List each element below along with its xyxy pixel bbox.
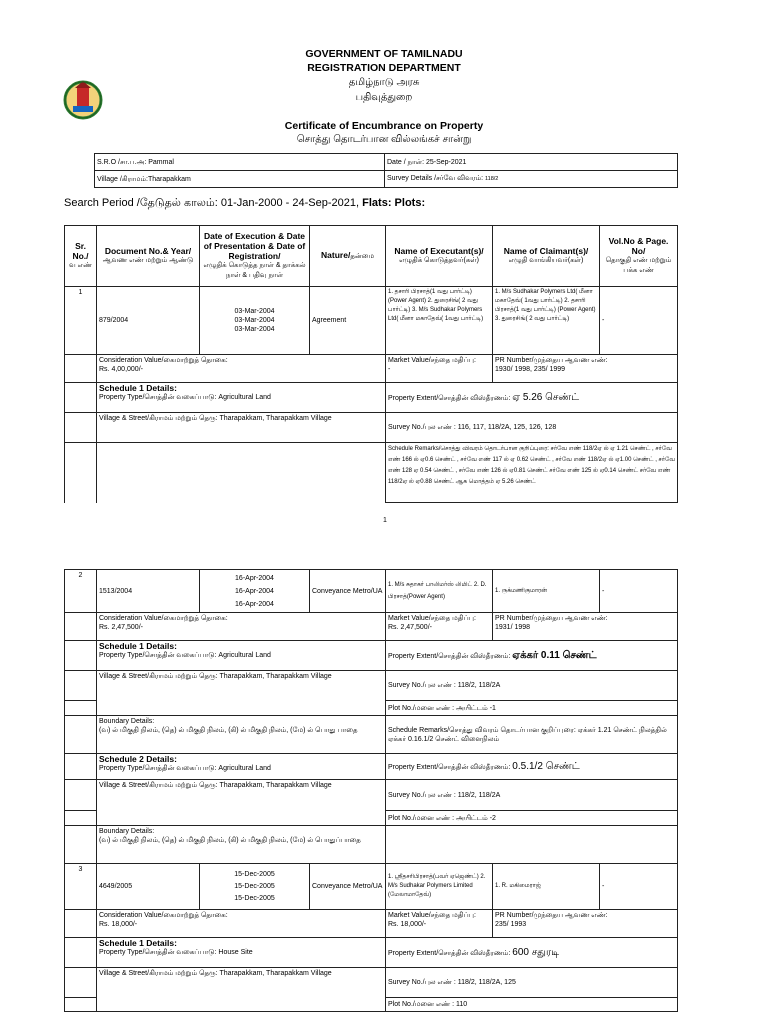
entry3-executants: 1. ஸ்ரீதசரிபிரசாத்(பவர் ஏஜெண்ட்) 2. M/s Sudhakar Polymers Limited (மேலாமாதேவ்) (386, 864, 493, 910)
table-row (65, 383, 678, 413)
entry3-volume: - (600, 864, 678, 910)
entry2-s1-extent: Property Extent/சொத்தின் விஸ்தீரணம்: ஏக்கர் 0.11 செண்ட் (386, 641, 678, 671)
survey-details-label: Survey Details /சர்வே விவரம்: (387, 175, 484, 182)
entry1-extent: Property Extent/சொத்தின் விஸ்தீரணம்: ஏ 5.26 செண்ட் (386, 383, 678, 413)
entry2-executants: 1. M/s சுதாகர் பாலிமர்ஸ் லிமிட் 2. D. பிரசாத்(Power Agent) (386, 570, 493, 613)
entry3-dates: 15-Dec-2005 15-Dec-2005 15-Dec-2005 (200, 864, 310, 910)
header-department-tamil: பதிவுத்துறை (355, 92, 413, 103)
entry2-schedule2: Schedule 2 Details: Property Type/சொத்தின் வகைப்பாடு: Agricultural Land (97, 754, 386, 780)
entry2-s2-plot: Plot No./மனை எண் : அயிட்டம் -2 (386, 811, 678, 826)
entry2-document: 1513/2004 (97, 570, 200, 613)
entry1-remarks: Schedule Remarks/சொத்து விவரம் தொடர்பான குறிப்புரை: சர்வே எண் 118/2ஏ ல் ஏ 1.21 செண்ட் , சர்வே எண் 166 ல் ஏ0.6 செண்ட் , சர்வே எண் 117 ல் ஏ 0.62 செண்ட் , சர்வே எண் 118/2ஏ ல் ஏ1.00 செண்ட் , சர்வே எண் 128 ஏ 0.54 செண்ட் , சர்வே எண் 126 ல் ஏ0.81 செண்ட் சர்வே எண் 125 ல் ஏ0.14 செண்ட் சர்வே எண் 118/2ஏ ல் ஏ0.88 செண்ட் ஆக மொத்தம் ஏ 5.26 செண்ட் (386, 443, 678, 503)
entry2-s2-survey: Survey No./புல எண் : 118/2, 118/2A (386, 780, 678, 811)
entry2-s2-boundary: Boundary Details: (வ) ல் மிகுதி நிலம், (தெ) ல் மிகுதி நிலம், (கி) ல் மிகுதி நிலம், (மே) ல் பொதுப்பாதை (97, 826, 386, 864)
survey-details-value: 118/2 (484, 176, 499, 182)
office-info-table (94, 153, 678, 188)
date-cell: Date / நாள்: 25-Sep-2021 (385, 154, 678, 171)
table-row (65, 355, 678, 383)
page-number: 1 (383, 517, 387, 524)
entry1-consideration: Consideration Value/கைமாற்றுத் தொகை: Rs. 4,00,000/- (97, 355, 386, 383)
entry1-nature: Agreement (310, 287, 386, 355)
entry1-dates: 03-Mar-2004 03-Mar-2004 03-Mar-2004 (200, 287, 310, 355)
document-header (0, 47, 768, 147)
entry1-claimants: 1. M/s Sudhakar Polymers Ltd( மீனா மகாதேவ்( 1வது பார்ட்டி) 2. தசாரி பிரசாத்(1 வது பார்ட்டி) (Power Agent) 3. துரைசிங்( 2 வது பார்ட்டி) (493, 287, 600, 355)
table-row (65, 641, 678, 671)
col-document: Document No.& Year/ ஆவண எண் மற்றும் ஆண்டு (97, 226, 200, 287)
entry2-claimants: 1. ருக்மணிகுமாரன் (493, 570, 600, 613)
table-row (65, 570, 678, 613)
entry1-executants: 1. தசாரி பிரசாத்(1 வது பார்ட்டி) (Power Agent) 2. துரைசிங்( 2 வது பார்ட்டி) 3. M/s Sudhakar Polymers Ltd( மீனா மகாதேவ்( 1வது பார்ட்டி) (386, 287, 493, 355)
entry3-s1-village: Village & Street/கிராமம் மற்றும் தெரு: Tharapakkam, Tharapakkam Village (97, 968, 386, 1012)
entry3-consideration: Consideration Value/கைமாற்றுத் தொகை: Rs. 18,000/- (97, 910, 386, 938)
header-government: GOVERNMENT OF TAMILNADU (305, 48, 463, 60)
table-row (65, 864, 678, 910)
entry3-schedule1: Schedule 1 Details: Property Type/சொத்தின் வகைப்பாடு: House Site (97, 938, 386, 968)
entry3-pr: PR Number/முந்தைய ஆவண எண்: 235/ 1993 (493, 910, 678, 938)
entry3-claimants: 1. R. மகிமைராஜ் (493, 864, 600, 910)
col-sr: Sr. No./ வ எண் (65, 226, 97, 287)
table-row (65, 287, 678, 355)
col-executants: Name of Executant(s)/ எழுதிக் கொடுத்தவர்(கள்) (386, 226, 493, 287)
entry2-schedule1: Schedule 1 Details: Property Type/சொத்தின் வகைப்பாடு: Agricultural Land (97, 641, 386, 671)
entry2-s1-remarks: Schedule Remarks/சொத்து விவரம் தொடர்பான குறிப்புரை: ஏக்கர் 1.21 செண்ட் நிலத்தில் ஏக்கர் 0.16.1/2 செண்ட் விளைநிலம் (386, 716, 678, 754)
entry3-nature: Conveyance Metro/UA (310, 864, 386, 910)
survey-details-cell (385, 171, 678, 188)
search-period-range: 01-Jan-2000 - 24-Sep-2021, (220, 197, 360, 209)
table-row (65, 938, 678, 968)
entry1-village-street: Village & Street/கிராமம் மற்றும் தெரு: Tharapakkam, Tharapakkam Village (97, 413, 386, 443)
entry3-s1-extent: Property Extent/சொத்தின் விஸ்தீரணம்: 600 சதுரடி (386, 938, 678, 968)
entry1-sr: 1 (65, 287, 97, 355)
entry1-survey: Survey No./புல எண் : 116, 117, 118/2A, 125, 126, 128 (386, 413, 678, 443)
encumbrance-table-page2 (64, 569, 678, 1012)
entry2-s1-village: Village & Street/கிராமம் மற்றும் தெரு: Tharapakkam, Tharapakkam Village (97, 671, 386, 716)
table-row (65, 613, 678, 641)
entry3-document: 4649/2005 (97, 864, 200, 910)
entry2-s1-boundary: Boundary Details: (வ) ல் மிகுதி நிலம், (தெ) ல் மிகுதி நிலம், (கி) ல் மிகுதி நிலம், (மே) ல் பொது பாதை (97, 716, 386, 754)
table-row (65, 780, 678, 811)
entry2-s1-plot: Plot No./மனை எண் : அயிட்டம் -1 (386, 701, 678, 716)
table-row (65, 443, 678, 503)
entry2-s2-extent: Property Extent/சொத்தின் விஸ்தீரணம்: 0.5.1/2 செண்ட் (386, 754, 678, 780)
certificate-title-tamil: சொத்து தொடர்பான வில்லங்கச் சான்று (296, 134, 472, 145)
header-government-tamil: தமிழ்நாடு அரசு (348, 77, 420, 88)
entry2-consideration: Consideration Value/கைமாற்றுத் தொகை: Rs. 2,47,500/- (97, 613, 386, 641)
entry2-dates: 16-Apr-2004 16-Apr-2004 16-Apr-2004 (200, 570, 310, 613)
table-row (65, 754, 678, 780)
col-claimants: Name of Claimant(s)/ எழுதி வாங்கியவர்(கள்) (493, 226, 600, 287)
table-row (65, 671, 678, 701)
encumbrance-table-page1 (64, 225, 678, 503)
entry1-market: Market Value/சந்தை மதிப்பு: - (386, 355, 493, 383)
entry2-volume: - (600, 570, 678, 613)
flats-label: Flats: (362, 197, 392, 209)
sro-cell: S.R.O /சா.ப.அ: Pammal (95, 154, 385, 171)
entry3-sr: 3 (65, 864, 97, 910)
entry1-volume: - (600, 287, 678, 355)
entry2-s1-survey: Survey No./புல எண் : 118/2, 118/2A (386, 671, 678, 701)
entry1-schedule: Schedule 1 Details: Property Type/சொத்தின் வகைப்பாடு: Agricultural Land (97, 383, 386, 413)
table-row (65, 968, 678, 998)
plots-label: Plots: (394, 197, 426, 209)
table-row (65, 413, 678, 443)
tamilnadu-emblem-icon (63, 78, 103, 124)
entry2-sr: 2 (65, 570, 97, 613)
entry3-s1-survey: Survey No./புல எண் : 118/2, 118/2A, 125 (386, 968, 678, 998)
entry1-pr: PR Number/முந்தைய ஆவண எண்: 1930/ 1998, 235/ 1999 (493, 355, 678, 383)
entry3-market: Market Value/சந்தை மதிப்பு: Rs. 18,000/- (386, 910, 493, 938)
search-period (64, 197, 425, 211)
entry1-document: 879/2004 (97, 287, 200, 355)
village-cell: Village /கிராமம்:Tharapakkam (95, 171, 385, 188)
header-department: REGISTRATION DEPARTMENT (307, 62, 461, 74)
table-row (65, 826, 678, 864)
entry2-market: Market Value/சந்தை மதிப்பு: Rs. 2,47,500/- (386, 613, 493, 641)
entry3-s1-plot: Plot No./மனை எண் : 110 (386, 998, 678, 1012)
col-volume: Vol.No & Page. No/ தொகுதி எண் மற்றும் பக்க எண் (600, 226, 678, 287)
entry2-s2-village: Village & Street/கிராமம் மற்றும் தெரு: Tharapakkam, Tharapakkam Village (97, 780, 386, 826)
entry2-pr: PR Number/முந்தைய ஆவண எண்: 1931/ 1998 (493, 613, 678, 641)
table-row (65, 716, 678, 754)
col-dates: Date of Execution & Date of Presentation & Date of Registration/ எழுதிக் கொடுத்த நாள் & தாக்கல் நாள் & பதிவு நாள் (200, 226, 310, 287)
table-row (65, 910, 678, 938)
col-nature: Nature/தன்மை (310, 226, 386, 287)
certificate-title: Certificate of Encumbrance on Property (284, 120, 484, 132)
entry2-nature: Conveyance Metro/UA (310, 570, 386, 613)
search-period-label: Search Period /தேடுதல் காலம்: (64, 197, 218, 209)
column-header-row (65, 226, 678, 287)
